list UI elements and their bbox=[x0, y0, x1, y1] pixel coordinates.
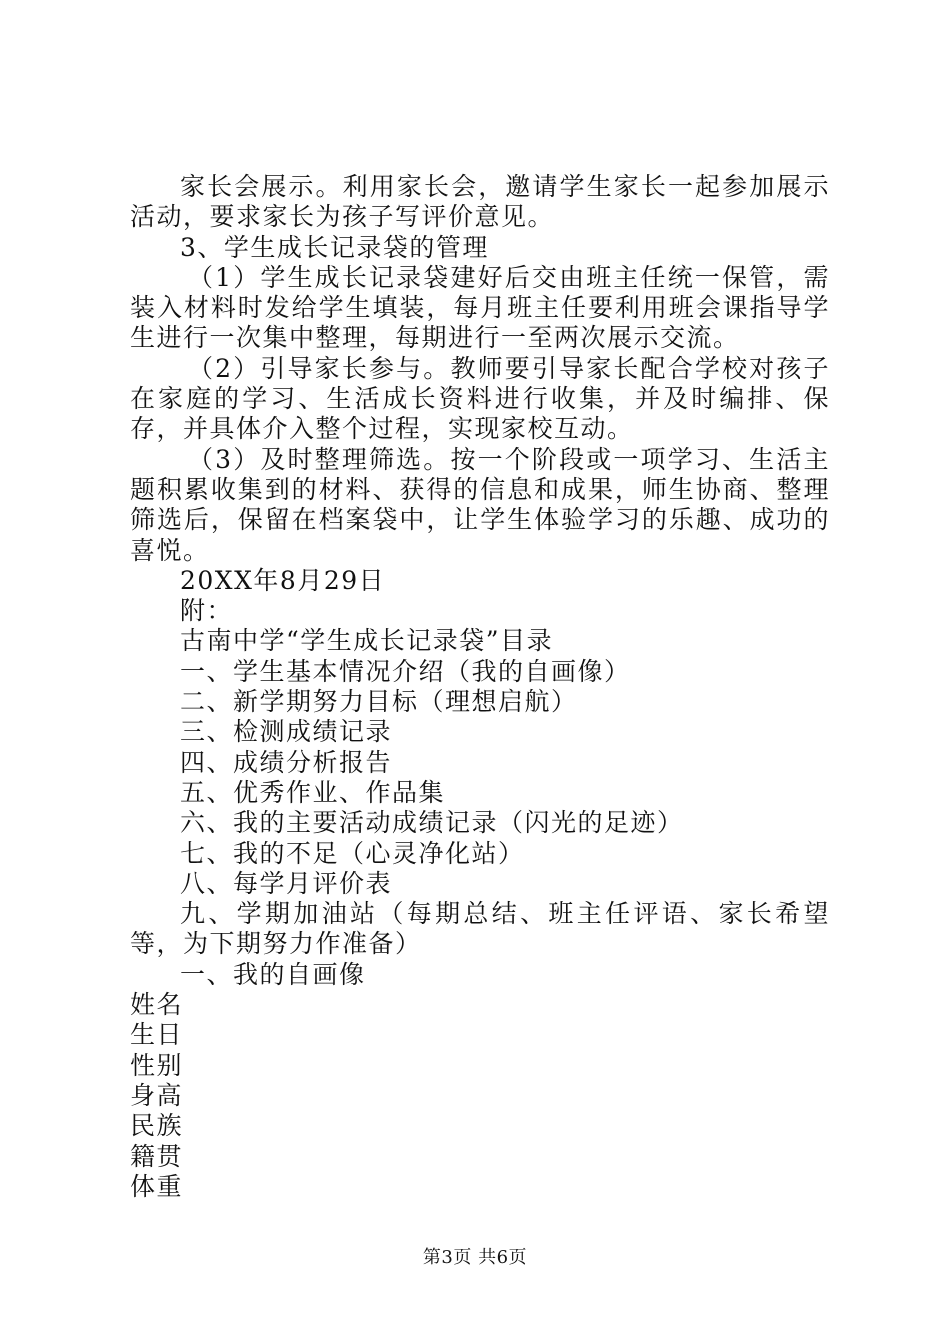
toc-item: 三、检测成绩记录 bbox=[180, 717, 393, 747]
toc-item: 四、成绩分析报告 bbox=[180, 747, 393, 777]
document-body bbox=[130, 172, 830, 1202]
field-label-name: 姓名 bbox=[130, 990, 184, 1020]
paragraph-item-3: （3）及时整理筛选。按一个阶段或一项学习、生活主题积累收集到的材料、获得的信息和成果，师生协商、整理筛选后，保留在档案袋中，让学生体验学习的乐趣、成功的喜悦。 bbox=[130, 444, 830, 565]
toc-item: 五、优秀作业、作品集 bbox=[180, 777, 446, 807]
toc-item: 二、新学期努力目标（理想启航） bbox=[180, 687, 578, 717]
toc-item: 八、每学月评价表 bbox=[180, 868, 393, 898]
appendix-label: 附： bbox=[180, 596, 234, 626]
toc-item: 一、学生基本情况介绍（我的自画像） bbox=[180, 656, 631, 686]
toc-item: 六、我的主要活动成绩记录（闪光的足迹） bbox=[180, 808, 684, 838]
toc-item: 七、我的不足（心灵净化站） bbox=[180, 838, 525, 868]
section-self-portrait: 一、我的自画像 bbox=[180, 959, 366, 989]
page-footer: 第3页 共6页 bbox=[422, 1247, 528, 1268]
heading-record-bag-management: 3、学生成长记录袋的管理 bbox=[180, 232, 489, 262]
toc-item: 九、学期加油站（每期总结、班主任评语、家长希望等，为下期努力作准备） bbox=[130, 899, 830, 959]
document-date: 20XX年8月29日 bbox=[180, 565, 386, 595]
appendix-title: 古南中学“学生成长记录袋”目录 bbox=[180, 626, 554, 656]
paragraph-parent-meeting: 家长会展示。利用家长会，邀请学生家长一起参加展示活动，要求家长为孩子写评价意见。 bbox=[130, 172, 830, 232]
field-label-native-place: 籍贯 bbox=[130, 1141, 184, 1171]
field-label-ethnicity: 民族 bbox=[130, 1111, 184, 1141]
paragraph-item-2: （2）引导家长参与。教师要引导家长配合学校对孩子在家庭的学习、生活成长资料进行收集，并及时编排、保存，并具体介入整个过程，实现家校互动。 bbox=[130, 353, 830, 444]
field-label-gender: 性别 bbox=[130, 1050, 184, 1080]
paragraph-item-1: （1）学生成长记录袋建好后交由班主任统一保管，需装入材料时发给学生填装，每月班主任要利用班会课指导学生进行一次集中整理，每期进行一至两次展示交流。 bbox=[130, 262, 830, 353]
field-label-birthday: 生日 bbox=[130, 1020, 184, 1050]
field-label-height: 身高 bbox=[130, 1080, 184, 1110]
field-label-weight: 体重 bbox=[130, 1171, 184, 1201]
